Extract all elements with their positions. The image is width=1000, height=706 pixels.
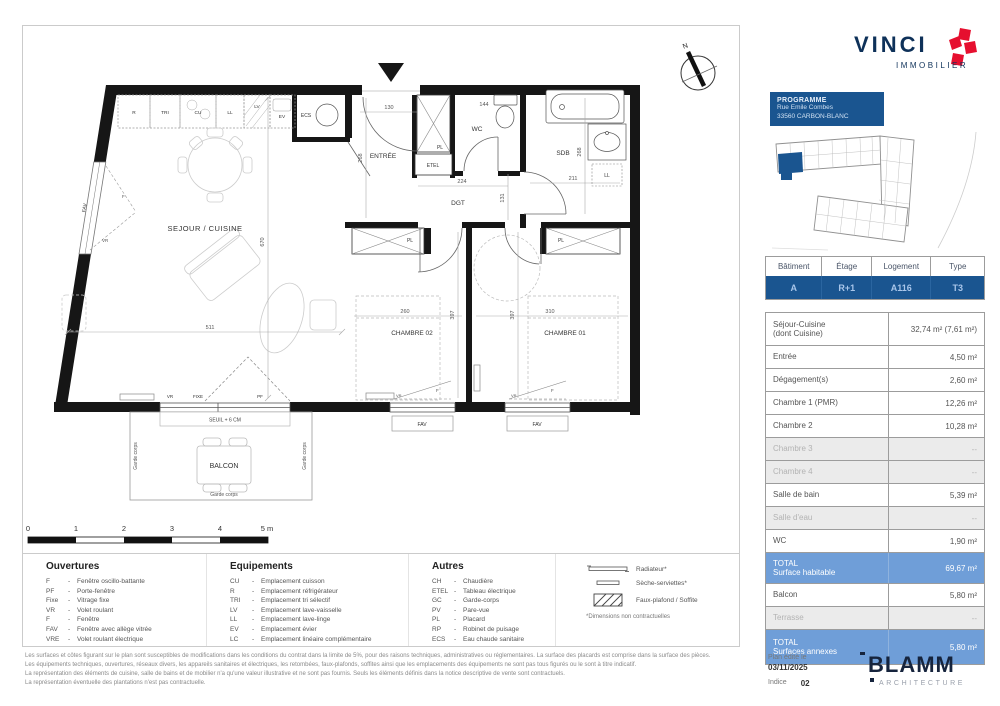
svg-text:224: 224 bbox=[457, 179, 467, 185]
svg-text:FAV: FAV bbox=[81, 202, 89, 213]
svg-text:FAV: FAV bbox=[532, 422, 542, 428]
unit-table-value-row bbox=[766, 276, 984, 299]
surface-row: Balcon 5,80 m² bbox=[766, 584, 984, 607]
indice-value: 02 bbox=[800, 679, 810, 688]
unit-value-batiment: A bbox=[766, 276, 822, 299]
disclaimer-line: Les surfaces et côtes figurant sur le plan sont susceptibles de modifications dans les conditions du contrat dans la limite de 5%, pour des raisons techniques, administratives ou réglementaires. La surface des placards est comprise dans la surface des pièces. bbox=[25, 653, 711, 659]
svg-text:211: 211 bbox=[568, 176, 578, 182]
svg-text:2: 2 bbox=[121, 524, 127, 533]
svg-text:144: 144 bbox=[479, 102, 489, 108]
radiators bbox=[120, 365, 480, 400]
room-label-chambre1: CHAMBRE 01 bbox=[544, 330, 586, 337]
surface-row: Terrasse -- bbox=[766, 607, 984, 630]
surface-row: Salle d'eau -- bbox=[766, 507, 984, 530]
balcony bbox=[130, 412, 312, 500]
program-box bbox=[770, 92, 884, 126]
building-footprint bbox=[776, 136, 914, 242]
label-pl-ch1: PL bbox=[557, 238, 565, 244]
toilet-icon bbox=[494, 95, 517, 128]
legend-symbols bbox=[555, 554, 739, 646]
svg-text:LL: LL bbox=[227, 111, 233, 116]
radiator-icon bbox=[586, 565, 630, 573]
svg-text:1: 1 bbox=[73, 524, 79, 533]
legend-item: EV - Emplacement évier bbox=[230, 625, 317, 633]
north-label: N bbox=[681, 42, 690, 51]
towel-dryer-icon bbox=[586, 579, 630, 587]
label-pl-ch2: PL bbox=[406, 238, 414, 244]
legend-symbol-radiateur: Radiateur* bbox=[586, 565, 739, 573]
svg-text:268: 268 bbox=[358, 153, 364, 163]
legend-equipements bbox=[206, 554, 408, 646]
unit-header-logement: Logement bbox=[872, 257, 931, 276]
svg-text:397: 397 bbox=[450, 310, 456, 320]
svg-text:F: F bbox=[551, 388, 554, 393]
svg-text:VR: VR bbox=[396, 393, 402, 398]
washbasin-icon bbox=[588, 124, 626, 160]
svg-text:397: 397 bbox=[510, 310, 516, 320]
svg-text:268: 268 bbox=[577, 147, 583, 157]
legend-item: VRE - Volet roulant électrique bbox=[46, 635, 144, 643]
seuil-label: SEUIL + 6 CM bbox=[209, 417, 241, 424]
window-swing-ch1 bbox=[509, 381, 566, 399]
window-fav-sejour bbox=[79, 162, 136, 254]
surface-row: Dégagement(s) 2,60 m² bbox=[766, 369, 984, 392]
furniture-bedrooms bbox=[356, 235, 618, 400]
soffit-hatch-icon bbox=[586, 593, 630, 607]
site-key-plan bbox=[768, 130, 980, 256]
garde-corps-left: Garde corps bbox=[133, 442, 139, 470]
svg-text:F: F bbox=[122, 194, 125, 199]
legend-item: ETEL - Tableau électrique bbox=[432, 587, 516, 595]
surface-row: Séjour-Cuisine (dont Cuisine) 32,74 m² (7,61 m²) bbox=[766, 313, 984, 346]
blamm-sub-label: ARCHITECTURE bbox=[879, 680, 966, 687]
svg-text:LV: LV bbox=[254, 105, 260, 110]
legend-item: LV - Emplacement lave-vaisselle bbox=[230, 606, 342, 614]
unit-table-header-row bbox=[766, 257, 984, 276]
dimension-labels bbox=[206, 102, 583, 331]
legend-item: F - Fenêtre bbox=[46, 616, 100, 624]
legend-item: ECS - Eau chaude sanitaire bbox=[432, 635, 525, 643]
unit-header-batiment: Bâtiment bbox=[766, 257, 822, 276]
legend-autres bbox=[408, 554, 555, 646]
highlighted-unit bbox=[778, 152, 803, 180]
svg-text:0: 0 bbox=[25, 524, 31, 533]
program-title: PROGRAMME bbox=[777, 97, 827, 104]
svg-text:PF: PF bbox=[257, 394, 263, 399]
entrance-arrow-icon bbox=[378, 63, 404, 82]
svg-text:130: 130 bbox=[384, 105, 394, 111]
svg-text:TRI: TRI bbox=[161, 111, 169, 116]
surfaces-table bbox=[765, 312, 985, 665]
kitchen-counter bbox=[118, 95, 295, 128]
disclaimer-line: La représentation éventuelle des plantations n'est pas contractuelle. bbox=[25, 680, 206, 686]
svg-text:FAV: FAV bbox=[417, 422, 427, 428]
unit-header-type: Type bbox=[949, 262, 967, 271]
svg-text:260: 260 bbox=[400, 309, 410, 315]
compass-icon bbox=[681, 42, 717, 90]
disclaimer-line: La représentation des éléments de cuisine, salle de bains et de mobilier n'a qu'une valeur illustrative et ne sont pas fournis. Seuls les éléments définis dans la notice descriptive de vente sont contractuels. bbox=[25, 671, 565, 677]
legend-title: Autres bbox=[432, 561, 464, 572]
scale-bar bbox=[26, 524, 273, 543]
vinci-wordmark: VINCI bbox=[854, 32, 928, 57]
unit-value-logement: A116 bbox=[872, 276, 931, 299]
legend-title: Equipements bbox=[230, 561, 293, 572]
svg-text:R: R bbox=[132, 111, 136, 116]
window-labels-balcony bbox=[167, 394, 263, 399]
unit-value-etage: R+1 bbox=[822, 276, 872, 299]
label-etel: ETEL bbox=[426, 163, 440, 169]
kitchen-details bbox=[187, 95, 291, 128]
legend-item: FAV - Fenêtre avec allège vitrée bbox=[46, 625, 152, 633]
fav-tags bbox=[392, 416, 568, 431]
svg-text:3: 3 bbox=[169, 524, 175, 533]
legend-ouvertures bbox=[23, 554, 206, 646]
blamm-wordmark: BLAMM bbox=[868, 652, 955, 677]
room-label-chambre2: CHAMBRE 02 bbox=[391, 330, 433, 337]
legend-item: CH - Chaudière bbox=[432, 578, 493, 585]
surface-total-row: TOTAL Surfaces annexes 5,80 m² bbox=[766, 630, 984, 664]
legend-item: LL - Emplacement lave-linge bbox=[230, 616, 331, 624]
edited-date: 03/11/2025 bbox=[768, 663, 808, 672]
legend-symbol-faux-plafond: Faux-plafond / Soffite bbox=[586, 593, 739, 607]
disclaimer bbox=[25, 652, 995, 688]
svg-text:LL: LL bbox=[604, 173, 610, 179]
legend-item: F - Fenêtre oscillo-battante bbox=[46, 578, 145, 585]
legend-item: Fixe - Vitrage fixe bbox=[46, 597, 110, 605]
garde-corps-right: Garde corps bbox=[302, 442, 308, 470]
svg-text:ECS: ECS bbox=[300, 113, 312, 119]
svg-text:VR: VR bbox=[511, 393, 517, 398]
surface-row: WC 1,90 m² bbox=[766, 530, 984, 553]
legend-item: PL - Placard bbox=[432, 616, 486, 624]
label-pl-entree: PL bbox=[436, 145, 444, 151]
vinci-logo bbox=[852, 26, 987, 74]
svg-text:VR: VR bbox=[166, 394, 174, 399]
svg-text:CU: CU bbox=[194, 111, 202, 116]
room-label-dgt: DGT bbox=[451, 200, 465, 207]
legend-section bbox=[23, 553, 739, 646]
surface-row: Chambre 4 -- bbox=[766, 461, 984, 484]
legend-title: Ouvertures bbox=[46, 561, 100, 572]
room-label-sdb: SDB bbox=[556, 150, 570, 157]
legend-item: R - Emplacement réfrigérateur bbox=[230, 587, 338, 595]
surface-total-row: TOTAL Surface habitable 69,67 m² bbox=[766, 553, 984, 584]
pmr-circle bbox=[474, 235, 540, 301]
garde-corps-bottom: Garde corps bbox=[210, 492, 238, 498]
disclaimer-line: Les équipements techniques, ouvertures, réseaux divers, les appareils sanitaires et électriques, les retombées, faux-plafonds, soffites ainsi que les emplacements des équipements ne sont pas tous figurés ou le sont à titre indicatif. bbox=[25, 662, 637, 668]
surface-row: Salle de bain 5,39 m² bbox=[766, 484, 984, 507]
program-address2: 33560 CARBON-BLANC bbox=[777, 112, 849, 120]
svg-text:131: 131 bbox=[500, 193, 506, 203]
legend-item: RP - Robinet de puisage bbox=[432, 625, 520, 633]
svg-text:5 m: 5 m bbox=[260, 524, 274, 533]
vinci-sub-label: IMMOBILIER bbox=[896, 61, 969, 70]
legend-item: LC - Emplacement linéaire complémentaire bbox=[230, 635, 372, 643]
edited-label: Plan édité le bbox=[768, 654, 807, 661]
svg-text:FIXE: FIXE bbox=[192, 394, 204, 399]
unit-value-type: T3 bbox=[952, 282, 963, 293]
legend-symbol-seche-serviettes: Sèche-serviettes* bbox=[586, 579, 739, 587]
legend-item: PV - Pare-vue bbox=[432, 606, 490, 614]
room-label-sejour: SEJOUR / CUISINE bbox=[167, 224, 243, 233]
window-swing-ch2 bbox=[394, 381, 451, 399]
legend-item: GC - Garde-corps bbox=[432, 597, 500, 605]
svg-text:VR: VR bbox=[102, 238, 109, 243]
svg-text:F: F bbox=[436, 388, 439, 393]
indice-label: Indice bbox=[768, 679, 787, 686]
surface-row: Chambre 3 -- bbox=[766, 438, 984, 461]
svg-text:4: 4 bbox=[217, 524, 223, 533]
legend-item: PF - Porte-fenêtre bbox=[46, 587, 115, 595]
surface-row: Chambre 2 10,28 m² bbox=[766, 415, 984, 438]
surface-row: Entrée 4,50 m² bbox=[766, 346, 984, 369]
kitchen-labels bbox=[132, 104, 286, 120]
legend-item: TRI - Emplacement tri sélectif bbox=[230, 597, 330, 605]
surface-row: Chambre 1 (PMR) 12,26 m² bbox=[766, 392, 984, 415]
legend-note: *Dimensions non contractuelles bbox=[586, 614, 671, 620]
svg-text:EV: EV bbox=[278, 115, 286, 120]
legend-item: VR - Volet roulant bbox=[46, 606, 114, 614]
room-label-wc: WC bbox=[471, 126, 483, 133]
svg-text:310: 310 bbox=[545, 309, 555, 315]
unit-header-etage: Étage bbox=[822, 257, 872, 276]
legend-item: CU - Emplacement cuisson bbox=[230, 578, 325, 585]
unit-table bbox=[765, 256, 985, 300]
svg-text:511: 511 bbox=[205, 325, 215, 331]
room-label-entree: ENTRÉE bbox=[369, 153, 397, 160]
svg-text:670: 670 bbox=[260, 237, 266, 247]
room-label-balcon: BALCON bbox=[209, 463, 239, 470]
program-address1: Rue Emile Combes bbox=[777, 104, 833, 111]
door-swing-pf bbox=[205, 357, 290, 401]
